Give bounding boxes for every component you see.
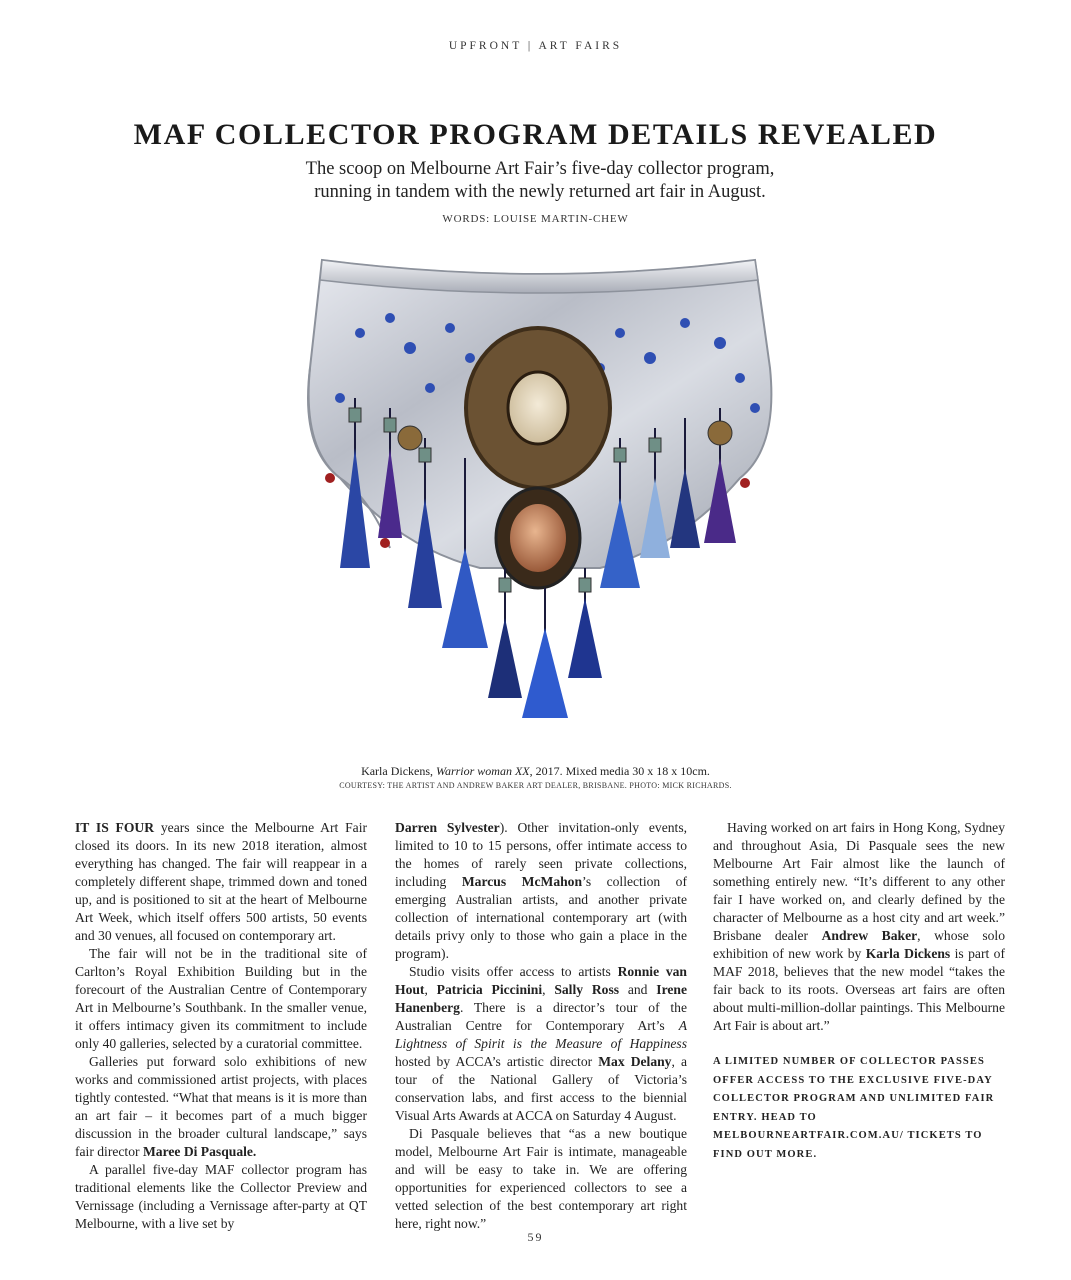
page-number: 59 (527, 1230, 544, 1244)
paragraph-1-text: years since the Melbourne Art Fair closed its doors. In its new 2018 iteration, almost everything has changed. The fair will reappear in a completely different shape, trimmed down and toned up, and is positioned to sit at the heart of Melbourne Art Week, which itself offers 500 artists, 50 events and 30 venues, all focused on contemporary art. (75, 820, 367, 943)
caption-artist: Karla Dickens, (361, 764, 437, 778)
paragraph-7-text-c: is part of MAF 2018, believes that the new model “takes the fair back to its roots. Overseas art fairs are often about multi-million-dollar paintings. This Melbourne Art Fair is about art.” (713, 946, 1005, 1033)
paragraph-5-text-b: . There is a director’s tour of the Australian Centre for Contemporary Art’s (395, 1000, 687, 1033)
body-column-1 (75, 819, 367, 1233)
paragraph-3 (75, 1053, 367, 1161)
paragraph-7 (713, 819, 1005, 1035)
paragraph-7-text-a: Having worked on art fairs in Hong Kong, Sydney and throughout Asia, Di Pasquale sees the new Melbourne Art Fair almost like the launch of something entirely new. “It’s different to any other fair I have worked on, and clearly defined by the character of Melbourne as a host city and art week.” Brisbane dealer (713, 820, 1005, 943)
article-title: MAF COLLECTOR PROGRAM DETAILS REVEALED (133, 118, 938, 151)
figure-caption (0, 764, 1071, 779)
section-label: UPFRONT (448, 40, 523, 52)
name-darren-sylvester: Darren Sylvester (395, 820, 500, 835)
caption-title: Warrior woman XX (436, 764, 530, 778)
paragraph-4-text: A parallel five-day MAF collector program has traditional elements like the Collector Preview and Vernissage (including a Vernissage after-party at QT Melbourne, with a live set by (75, 1162, 367, 1231)
paragraph-5-text-a: Studio visits offer access to artists (409, 964, 618, 979)
article-standfirst (200, 158, 880, 204)
name-marcus-mcmahon: Marcus McMahon (461, 874, 583, 889)
figure-credit: COURTESY: THE ARTIST AND ANDREW BAKER ART DEALER, BRISBANE. PHOTO: MICK RICHARDS. (339, 781, 732, 790)
paragraph-6-text: Di Pasquale believes that “as a new boutique model, Melbourne Art Fair is intimate, manageable and will be easy to take in. We are offering opportunities for experienced collectors to see a vetted selection of the best contemporary art right here, right now.” (395, 1126, 687, 1231)
paragraph-5-text-c: hosted by ACCA’s artistic director (395, 1054, 599, 1069)
paragraph-2: The fair will not be in the traditional site of Carlton’s Royal Exhibition Building but in the forecourt of the Australian Centre of Contemporary Art in Melbourne’s Southbank. In the smaller venue, it offers intimacy given its commitment to include only 40 galleries, selected by a curatorial committee. (75, 946, 367, 1051)
artwork-image (300, 248, 780, 748)
caption-details: , 2017. Mixed media 30 x 18 x 10cm. (529, 764, 710, 778)
paragraph-4-text-c: ’s collection of emerging Australian artists, and another private collection of international contemporary art (with details privy only to those who gain a place in the program). (395, 874, 688, 961)
paragraph-7-text-b: , whose solo exhibition of new work by (713, 928, 1006, 961)
standfirst-line-1: The scoop on Melbourne Art Fair’s five-day collector program, (305, 159, 775, 179)
paragraph-6-start (395, 1125, 687, 1233)
section-header (0, 40, 1071, 52)
exhibition-title: A Lightness of Spirit is the Measure of Happiness (395, 1018, 687, 1051)
name-maree-di-pasquale: Maree Di Pasquale. (142, 1144, 257, 1159)
name-irene-hanenberg: Irene Hanenberg (395, 982, 687, 1015)
name-sally-ross: Sally Ross (554, 982, 620, 997)
paragraph-4-cont (395, 819, 687, 963)
separator: , (424, 982, 437, 997)
name-ronnie-van-hout: Ronnie van Hout (395, 964, 687, 997)
body-column-3 (713, 819, 1005, 1164)
promo-callout: A LIMITED NUMBER OF COLLECTOR PASSES OFFER ACCESS TO THE EXCLUSIVE FIVE-DAY COLLECTOR PROGRAM AND UNLIMITED FAIR ENTRY. HEAD TO MELBOURNEARTFAIR.COM.AU/ TICKETS TO FIND OUT MORE. (713, 1056, 995, 1160)
paragraph-5-text-d: , a tour of the National Gallery of Victoria’s conservation labs, and first access to the biennial Visual Arts Awards at ACCA on Saturday 4 August. (395, 1054, 687, 1123)
paragraph-4-start (75, 1161, 367, 1233)
paragraph-5 (395, 963, 687, 1125)
paragraph-1 (75, 819, 367, 945)
subsection-label: ART FAIRS (538, 40, 623, 52)
name-karla-dickens: Karla Dickens (865, 946, 951, 961)
lead-in: IT IS FOUR (75, 820, 155, 835)
paragraph-4-text-b: ). Other invitation-only events, limited to 10 to 15 persons, offer intimate access to the homes of rarely seen private collections, including (395, 820, 688, 889)
body-column-2 (395, 819, 687, 1233)
byline: WORDS: LOUISE MARTIN-CHEW (442, 213, 629, 225)
section-separator: | (527, 40, 534, 52)
name-patricia-piccinini: Patricia Piccinini (436, 982, 543, 997)
separator: and (619, 982, 657, 997)
standfirst-line-2: running in tandem with the newly returned art fair in August. (314, 182, 766, 202)
paragraph-3-text: Galleries put forward solo exhibitions of new works and commissioned artist projects, with places tightly contested. “What that means is it is more than an art fair – it becomes part of a much bigger discussion in the broader cultural landscape,” says fair director (75, 1054, 367, 1159)
name-andrew-baker: Andrew Baker (821, 928, 918, 943)
separator: , (542, 982, 555, 997)
name-max-delany: Max Delany (598, 1054, 672, 1069)
